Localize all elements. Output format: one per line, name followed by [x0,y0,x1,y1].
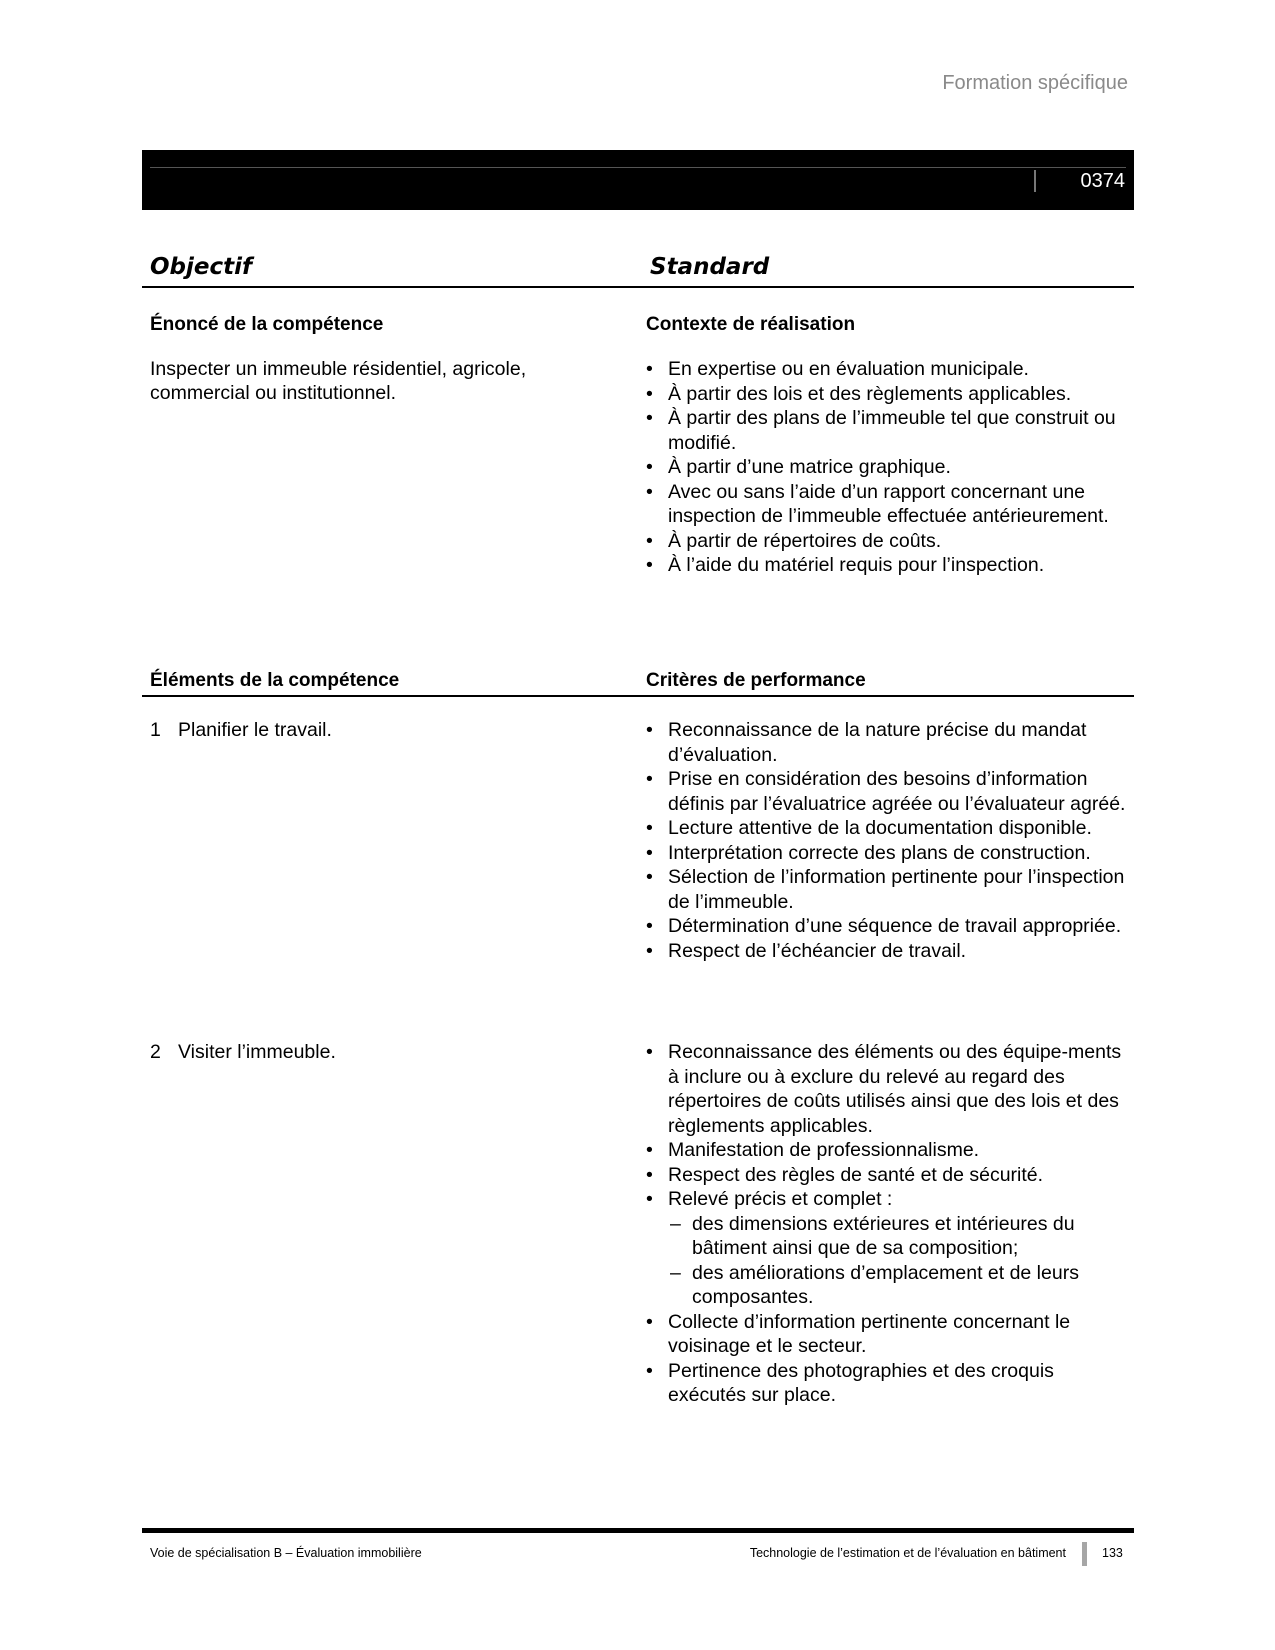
list-item: • Reconnaissance des éléments ou des équipe-ments à inclure ou à exclure du relevé au regard des répertoires de coûts utilisés ainsi que des lois et des règlements applicables. [646,1040,1136,1138]
list-item: • Prise en considération des besoins d’information définis par l’évaluatrice agréée ou l’évaluateur agréé. [646,767,1136,816]
list-item: • Interprétation correcte des plans de construction. [646,841,1136,866]
list-item: • Respect des règles de santé et de sécurité. [646,1163,1136,1188]
list-item: • En expertise ou en évaluation municipale. [646,357,1136,382]
list-item: • Collecte d’information pertinente concernant le voisinage et le secteur. [646,1310,1136,1359]
element-2 [150,1040,336,1064]
list-item: • Lecture attentive de la documentation disponible. [646,816,1136,841]
element-label: Visiter l’immeuble. [178,1041,336,1063]
criteria-2 [646,1040,1136,1408]
list-item: • Pertinence des photographies et des croquis exécutés sur place. [646,1359,1136,1408]
column-headers [142,254,1134,288]
standard-heading: Standard [650,254,770,280]
list-item-text: Relevé précis et complet : [668,1188,893,1210]
page-number: 133 [1102,1546,1123,1560]
list-item: • Détermination d’une séquence de travail appropriée. [646,914,1136,939]
criteria-list [646,1040,1136,1408]
sub-list-item: – des améliorations d’emplacement et de leurs composantes. [668,1261,1136,1310]
footer-right-text: Technologie de l’estimation et de l’évaluation en bâtiment [749,1546,1066,1560]
code-label: Code : [967,320,1026,342]
list-item [646,1187,1136,1310]
criteres-title: Critères de performance [646,670,866,691]
competence-title: Énoncé de la compétence [150,314,384,335]
element-1 [150,718,332,742]
list-item: • À partir des plans de l’immeuble tel que construit ou modifié. [646,406,1136,455]
list-item: • À partir de répertoires de coûts. [646,529,1136,554]
code-value: 0374 [1080,170,1125,192]
elements-title: Éléments de la compétence [150,670,400,691]
objectif-heading: Objectif [150,254,253,280]
sub-list [668,1212,1136,1310]
list-item: • Reconnaissance de la nature précise du mandat d’évaluation. [646,718,1136,767]
list-item: • À l’aide du matériel requis pour l’inspection. [646,553,1136,578]
section-rule [142,695,1134,697]
contexte-list [646,357,1136,578]
list-item: • Manifestation de professionnalisme. [646,1138,1136,1163]
list-item: • Sélection de l’information pertinente pour l’inspection de l’immeuble. [646,865,1136,914]
footer-left-text: Voie de spécialisation B – Évaluation immobilière [150,1546,422,1560]
criteria-1 [646,718,1136,963]
list-item: • À partir d’une matrice graphique. [646,455,1136,480]
banner-rule [150,167,1126,168]
code-separator [1034,170,1036,192]
sub-list-item: – des dimensions extérieures et intérieures du bâtiment ainsi que de sa composition; [668,1212,1136,1261]
element-label: Planifier le travail. [178,719,332,741]
footer-rule [142,1528,1134,1533]
competence-text: Inspecter un immeuble résidentiel, agricole, commercial ou institutionnel. [150,358,527,404]
contexte-section [646,314,1136,578]
competence-statement [150,314,590,405]
list-item: • Respect de l’échéancier de travail. [646,939,1136,964]
element-number: 2 [150,1041,161,1063]
footer-separator [1082,1542,1087,1566]
running-head: Formation spécifique [942,72,1128,94]
list-item: • À partir des lois et des règlements applicables. [646,382,1136,407]
element-number: 1 [150,719,161,741]
criteria-list [646,718,1136,963]
contexte-title: Contexte de réalisation [646,314,856,335]
list-item: • Avec ou sans l’aide d’un rapport concernant une inspection de l’immeuble effectuée antérieurement. [646,480,1136,529]
